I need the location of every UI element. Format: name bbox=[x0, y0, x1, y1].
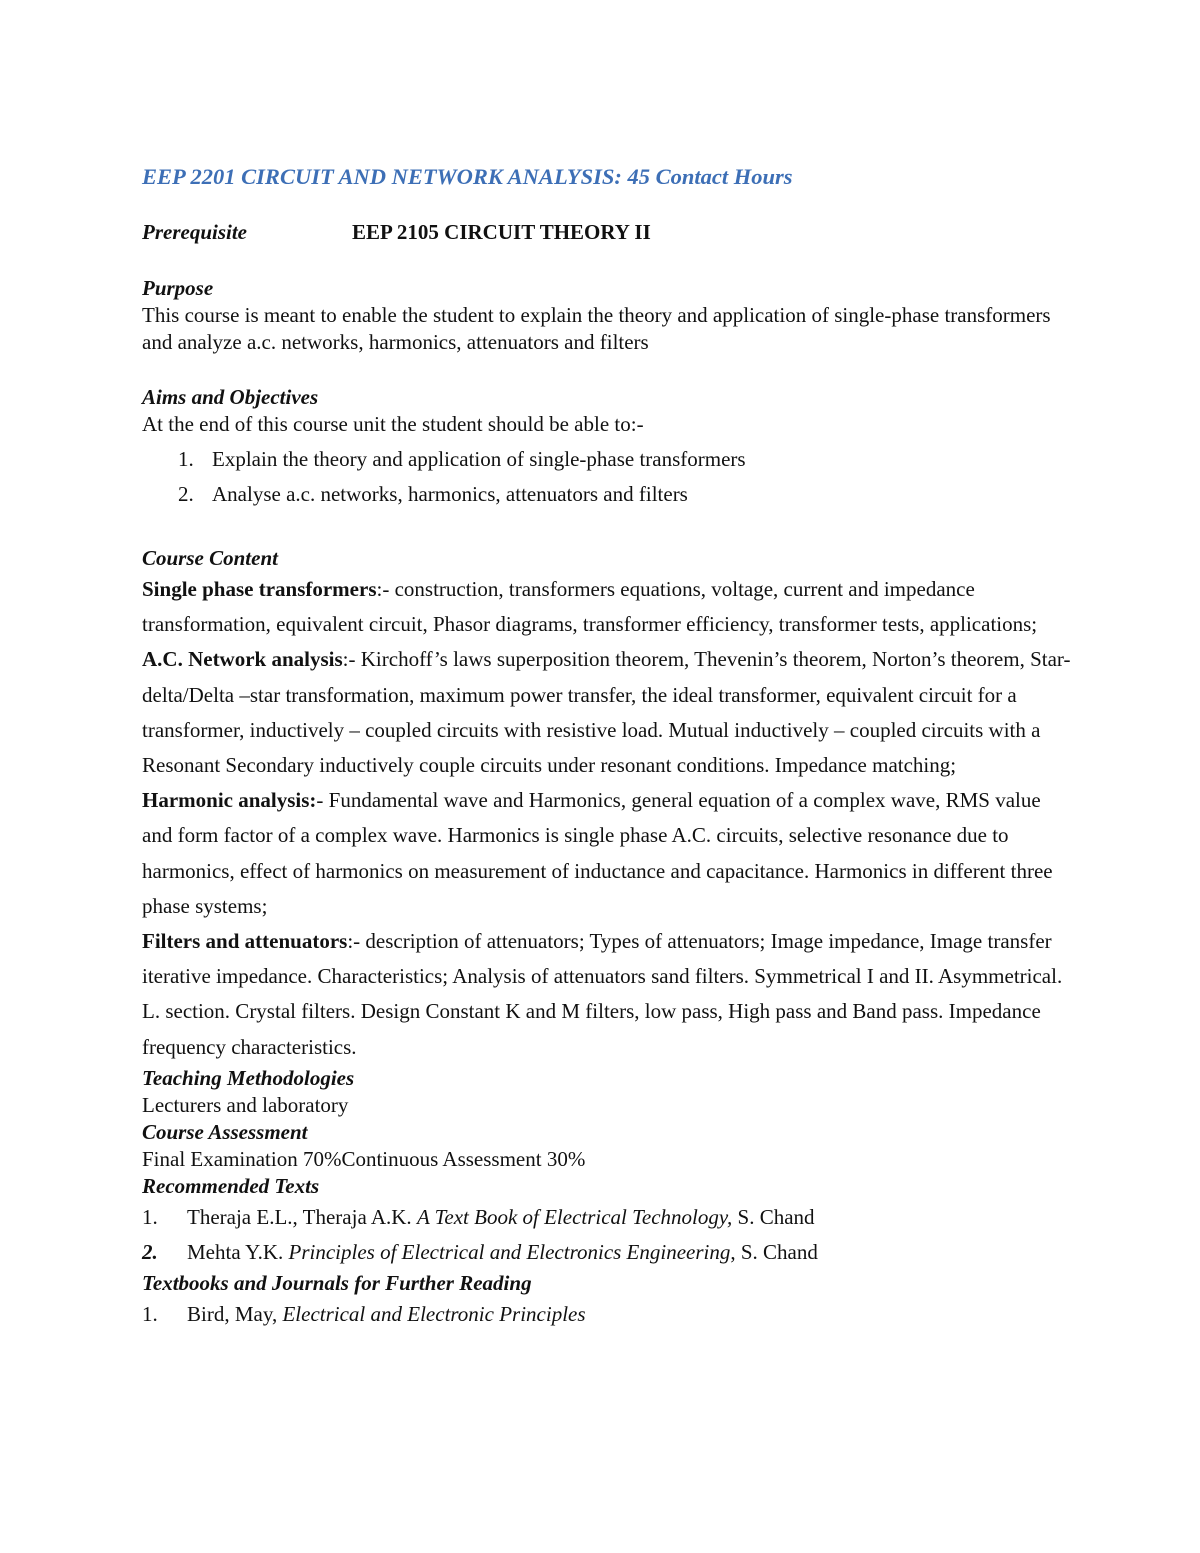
list-item bbox=[142, 477, 1072, 512]
content-topic bbox=[142, 783, 1072, 924]
aims-intro: At the end of this course unit the student should be able to:- bbox=[142, 412, 644, 436]
assessment-text: Final Examination 70%Continuous Assessment 30% bbox=[142, 1146, 586, 1171]
further-reading-heading: Textbooks and Journals for Further Reading bbox=[142, 1270, 532, 1295]
list-item bbox=[142, 1200, 1072, 1235]
topic-text: Kirchoff’s laws superposition theorem, Thevenin’s theorem, Norton’s theorem, Star-delta/Delta –star transformation, maximum power transfer, the ideal transformer, equivalent circuit for a transformer, inductively – coupled circuits with resistive load. Mutual inductively – coupled circuits with a Resonant Secondary inductively couple circuits under resonant conditions. Impedance matching; bbox=[142, 647, 1071, 778]
further-reading-list bbox=[142, 1297, 1072, 1332]
prerequisite-row bbox=[142, 217, 1072, 247]
reference-entry bbox=[187, 1297, 586, 1332]
list-item bbox=[142, 1297, 1072, 1332]
topic-separator: :- bbox=[342, 647, 356, 672]
list-number: 2. bbox=[178, 482, 194, 506]
topic-label: Harmonic analysis: bbox=[142, 788, 317, 813]
assessment-section bbox=[142, 1119, 1072, 1173]
list-number: 2. bbox=[142, 1239, 158, 1264]
topic-label: A.C. Network analysis bbox=[142, 647, 343, 672]
reference-publisher: S. Chand bbox=[732, 1204, 815, 1229]
topic-separator: :- bbox=[376, 577, 390, 601]
content-topic bbox=[142, 642, 1072, 783]
further-reading-section bbox=[142, 1270, 1072, 1332]
teaching-section bbox=[142, 1065, 1072, 1119]
reference-publisher: , S. Chand bbox=[730, 1239, 818, 1264]
reference-book: Electrical and Electronic Principles bbox=[282, 1301, 586, 1326]
purpose-section bbox=[142, 275, 1072, 356]
reference-book: Principles of Electrical and Electronics Engineering bbox=[288, 1239, 731, 1264]
reference-entry bbox=[187, 1200, 815, 1235]
list-text: Analyse a.c. networks, harmonics, attenuators and filters bbox=[212, 482, 688, 506]
content-topic bbox=[142, 924, 1072, 1065]
course-title: EEP 2201 CIRCUIT AND NETWORK ANALYSIS: 45 Contact Hours bbox=[142, 164, 793, 189]
topic-text: description of attenuators; Types of attenuators; Image impedance, Image transfer iterative impedance. Characteristics; Analysis of attenuators sand filters. Symmetrical I and II. Asymmetrical. L. section. Crystal filters. Design Constant K and M filters, low pass, High pass and Band pass. Impedance frequency characteristics. bbox=[142, 929, 1063, 1059]
aims-heading: Aims and Objectives bbox=[142, 385, 319, 409]
purpose-text: This course is meant to enable the student to explain the theory and application of single-phase transformers and analyze a.c. networks, harmonics, attenuators and filters bbox=[142, 303, 1051, 354]
list-text: Explain the theory and application of single-phase transformers bbox=[212, 447, 746, 471]
teaching-text: Lecturers and laboratory bbox=[142, 1092, 349, 1117]
purpose-heading: Purpose bbox=[142, 276, 214, 300]
recommended-heading: Recommended Texts bbox=[142, 1173, 320, 1198]
document-page bbox=[142, 160, 1072, 1332]
reference-author: Theraja E.L., Theraja A.K. bbox=[187, 1204, 417, 1229]
list-item bbox=[142, 442, 1072, 477]
reference-entry bbox=[187, 1235, 818, 1270]
course-content-section bbox=[142, 545, 1072, 1065]
teaching-heading: Teaching Methodologies bbox=[142, 1065, 355, 1090]
recommended-list bbox=[142, 1200, 1072, 1270]
prerequisite-value: EEP 2105 CIRCUIT THEORY II bbox=[352, 220, 651, 244]
aims-section bbox=[142, 384, 1072, 512]
reference-author: Mehta Y.K. bbox=[187, 1239, 289, 1264]
course-content-heading: Course Content bbox=[142, 546, 278, 570]
reference-book: A Text Book of Electrical Technology, bbox=[416, 1204, 733, 1229]
topic-text: construction, transformers equations, voltage, current and impedance transformation, equivalent circuit, Phasor diagrams, transformer efficiency, transformer tests, applications; bbox=[142, 577, 1038, 637]
topic-label: Filters and attenuators bbox=[142, 929, 348, 954]
assessment-heading: Course Assessment bbox=[142, 1119, 308, 1144]
reference-author: Bird, May, bbox=[187, 1301, 283, 1326]
topic-separator: :- bbox=[347, 929, 361, 954]
content-topic bbox=[142, 572, 1072, 642]
list-number: 1. bbox=[142, 1204, 158, 1229]
recommended-section bbox=[142, 1173, 1072, 1270]
list-number: 1. bbox=[178, 447, 194, 471]
list-item bbox=[142, 1235, 1072, 1270]
topic-separator: - bbox=[316, 788, 324, 813]
list-number: 1. bbox=[142, 1301, 158, 1326]
prerequisite-label: Prerequisite bbox=[142, 220, 247, 244]
aims-list bbox=[142, 442, 1072, 512]
topic-text: Fundamental wave and Harmonics, general equation of a complex wave, RMS value and form factor of a complex wave. Harmonics is single phase A.C. circuits, selective resonance due to harmonics, effect of harmonics on measurement of inductance and capacitance. Harmonics in different three phase systems; bbox=[142, 788, 1053, 918]
topic-label: Single phase transformers bbox=[142, 577, 377, 601]
